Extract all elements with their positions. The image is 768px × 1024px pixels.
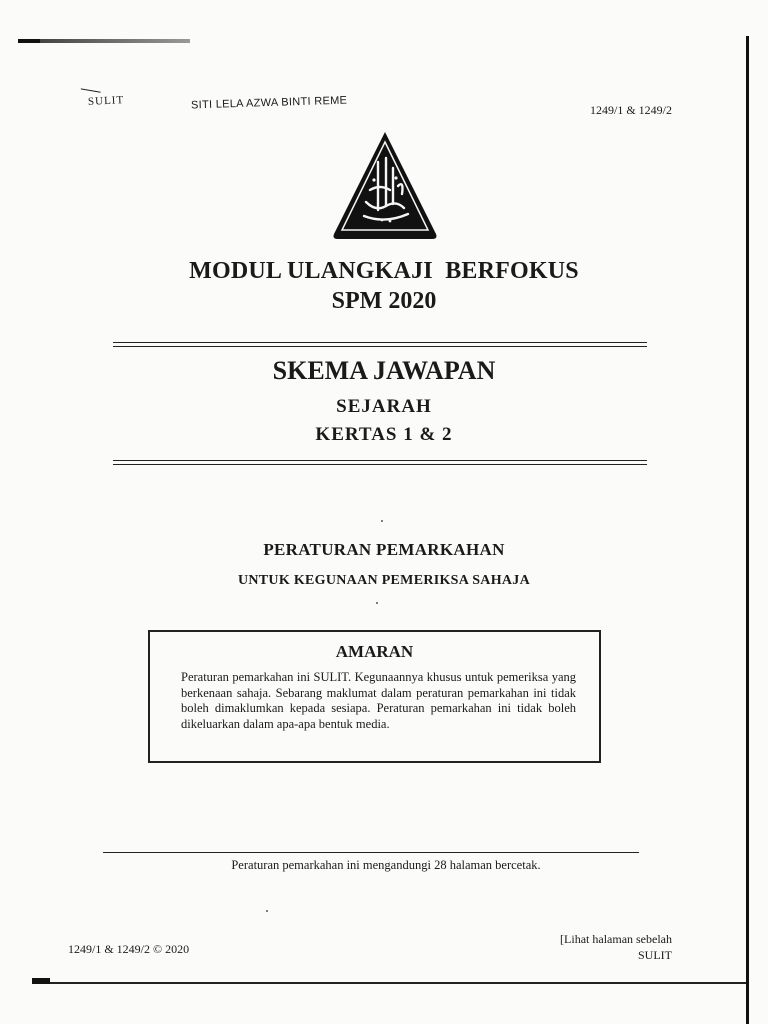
scan-edge-top [18,39,190,43]
double-divider-top [113,342,647,347]
scheme-heading: SKEMA JAWAPAN [272,356,496,385]
scan-edge-right [746,36,749,1024]
warning-title: AMARAN [335,642,414,661]
header-paper-codes: 1249/1 & 1249/2 [590,103,673,117]
footer-copyright: 1249/1 & 1249/2 © 2020 [68,942,190,956]
marking-heading: PERATURAN PEMARKAHAN [263,540,505,559]
scan-edge-bottom [32,982,746,984]
scheme-subject: SEJARAH [336,396,432,417]
footer-next-page: [Lihat halaman sebelah [560,932,672,946]
scan-speck [376,602,378,604]
header-student-name: SITI LELA AZWA BINTI REME [190,94,348,112]
scan-speck [266,910,268,912]
module-year: SPM 2020 [331,288,437,314]
triangle-calligraphy-emblem-icon [330,128,440,243]
scan-edge-bottom-left [32,978,50,984]
double-divider-bottom [113,460,647,465]
module-title: MODUL ULANGKAJI BERFOKUS [189,258,579,284]
marking-subheading: UNTUK KEGUNAAN PEMERIKSA SAHAJA [237,573,531,588]
page-count-note: Peraturan pemarkahan ini mengandungi 28 halaman bercetak. [231,858,541,872]
scan-speck [381,520,383,522]
scheme-paper: KERTAS 1 & 2 [315,424,453,445]
header-classification: SULIT [87,94,125,108]
footer-classification: SULIT [638,948,672,962]
warning-box [148,630,601,763]
single-divider [103,852,639,853]
warning-body: Peraturan pemarkahan ini SULIT. Kegunaannya khusus untuk pemeriksa yang berkenaan sahaja. Sebarang maklumat dalam peraturan pemarkahan ini tidak boleh dimaklumkan kepada sesiapa. Peraturan pemarkahan ini tidak boleh dikeluarkan dalam apa-apa bentuk media. [181,670,576,731]
